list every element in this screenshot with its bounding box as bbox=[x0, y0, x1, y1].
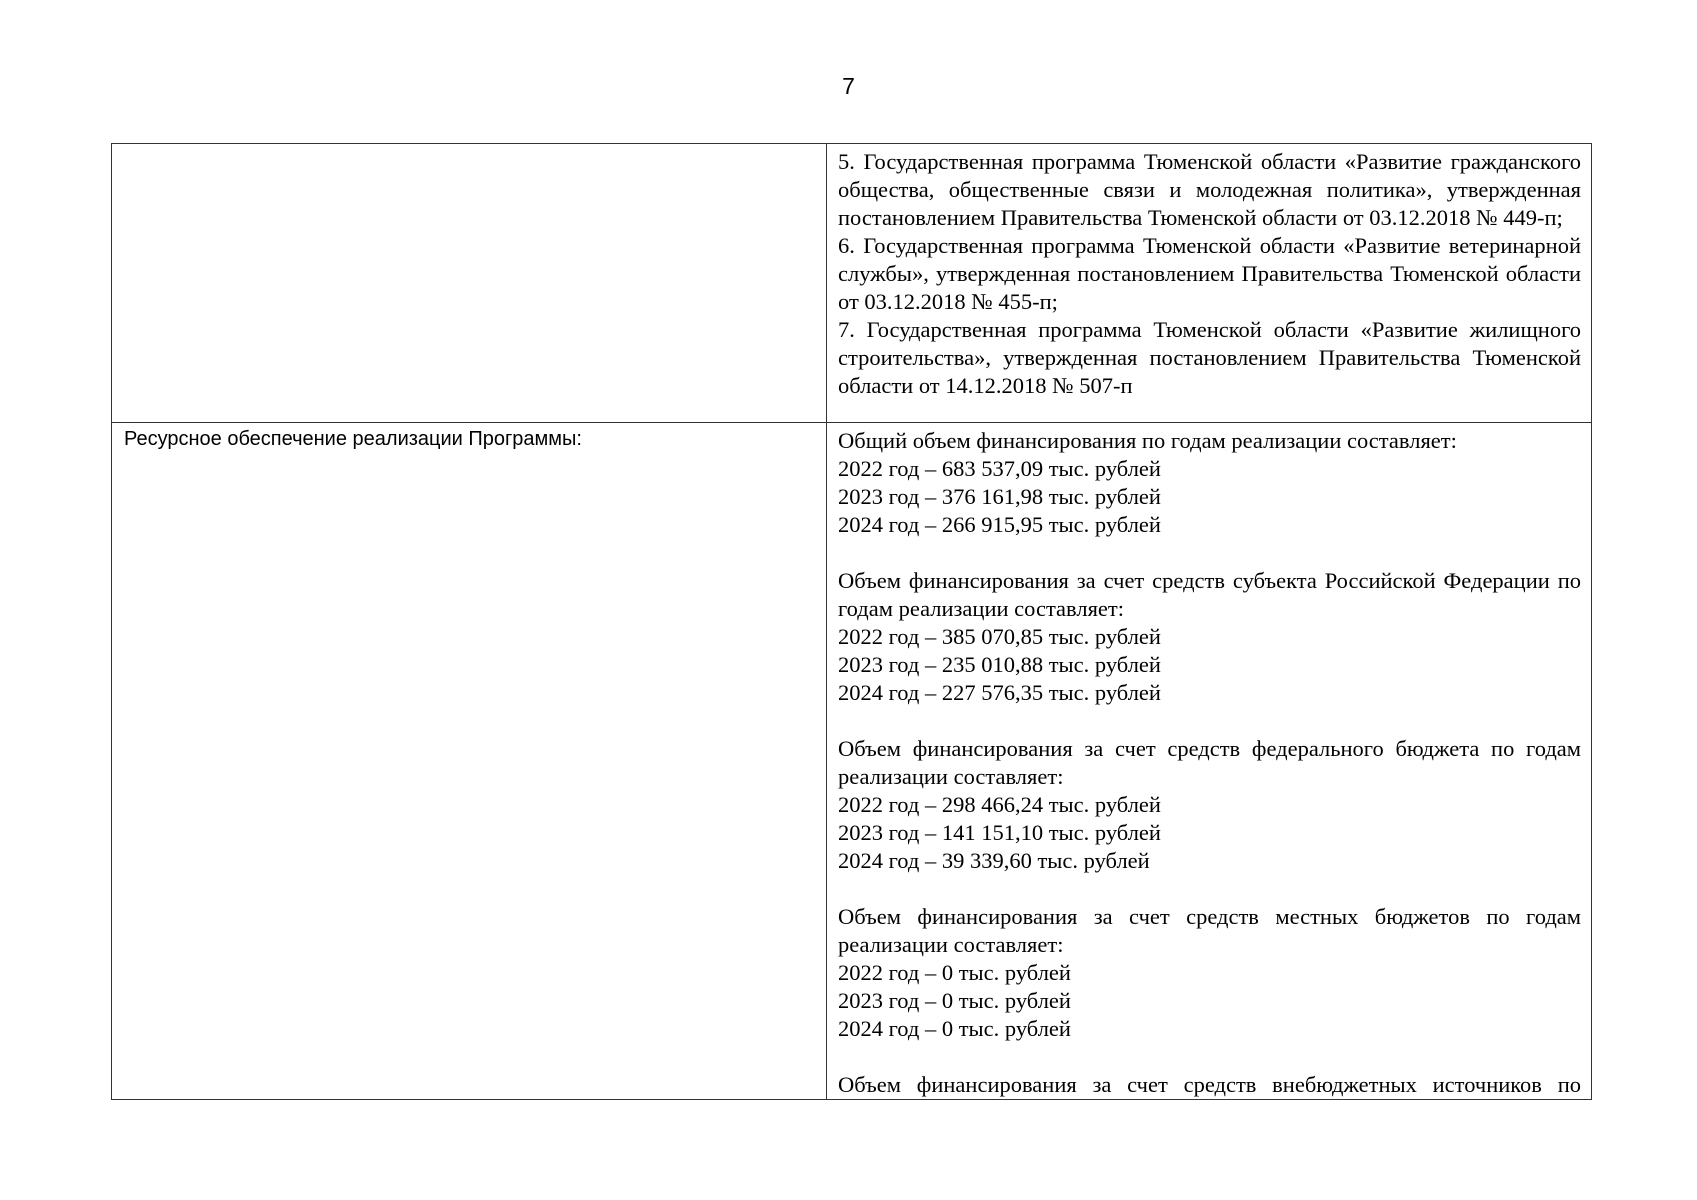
program-item-6: 6. Государственная программа Тюменской области «Развитие ветеринарной службы», утвержденная постановлением Правительства Тюменской области от 03.12.2018 № 455-п; bbox=[838, 233, 1581, 314]
related-programs-row bbox=[112, 144, 1592, 423]
regional-funding-2024: 2024 год – 227 576,35 тыс. рублей bbox=[838, 680, 1161, 705]
local-funding-heading: Объем финансирования за счет средств местных бюджетов по годам реализации составляет: bbox=[838, 904, 1581, 957]
page-number: 7 bbox=[842, 73, 855, 99]
federal-funding-2022: 2022 год – 298 466,24 тыс. рублей bbox=[838, 792, 1161, 817]
federal-funding-2023: 2023 год – 141 151,10 тыс. рублей bbox=[838, 820, 1161, 845]
resources-label: Ресурсное обеспечение реализации Программы: bbox=[124, 428, 582, 450]
local-funding-2022: 2022 год – 0 тыс. рублей bbox=[838, 960, 1071, 985]
local-funding-2023: 2023 год – 0 тыс. рублей bbox=[838, 988, 1071, 1013]
program-passport-table bbox=[111, 143, 1592, 1100]
resources-label-cell bbox=[112, 423, 827, 1100]
regional-funding-2022: 2022 год – 385 070,85 тыс. рублей bbox=[838, 624, 1161, 649]
program-item-7: 7. Государственная программа Тюменской области «Развитие жилищного строительства», утвержденная постановлением Правительства Тюменской области от 14.12.2018 № 507-п bbox=[838, 317, 1581, 398]
resources-row bbox=[112, 423, 1592, 1100]
total-funding-2023: 2023 год – 376 161,98 тыс. рублей bbox=[838, 484, 1161, 509]
total-funding-2022: 2022 год – 683 537,09 тыс. рублей bbox=[838, 456, 1161, 481]
total-funding-heading: Общий объем финансирования по годам реализации составляет: bbox=[838, 428, 1457, 453]
federal-funding-heading: Объем финансирования за счет средств федерального бюджета по годам реализации составляет: bbox=[838, 736, 1581, 789]
program-item-5: 5. Государственная программа Тюменской области «Развитие гражданского общества, общественные связи и молодежная политика», утвержденная постановлением Правительства Тюменской области от 03.12.2018 № 449-п; bbox=[838, 149, 1581, 230]
related-programs-content-cell bbox=[827, 144, 1592, 423]
extrabudgetary-funding-heading: Объем финансирования за счет средств внебюджетных источников по bbox=[838, 1072, 1581, 1097]
local-funding-2024: 2024 год – 0 тыс. рублей bbox=[838, 1016, 1071, 1041]
regional-funding-2023: 2023 год – 235 010,88 тыс. рублей bbox=[838, 652, 1161, 677]
resources-content-cell bbox=[827, 423, 1592, 1100]
federal-funding-2024: 2024 год – 39 339,60 тыс. рублей bbox=[838, 848, 1150, 873]
regional-funding-heading: Объем финансирования за счет средств субъекта Российской Федерации по годам реализации составляет: bbox=[838, 568, 1581, 621]
related-programs-label-cell bbox=[112, 144, 827, 423]
total-funding-2024: 2024 год – 266 915,95 тыс. рублей bbox=[838, 512, 1161, 537]
